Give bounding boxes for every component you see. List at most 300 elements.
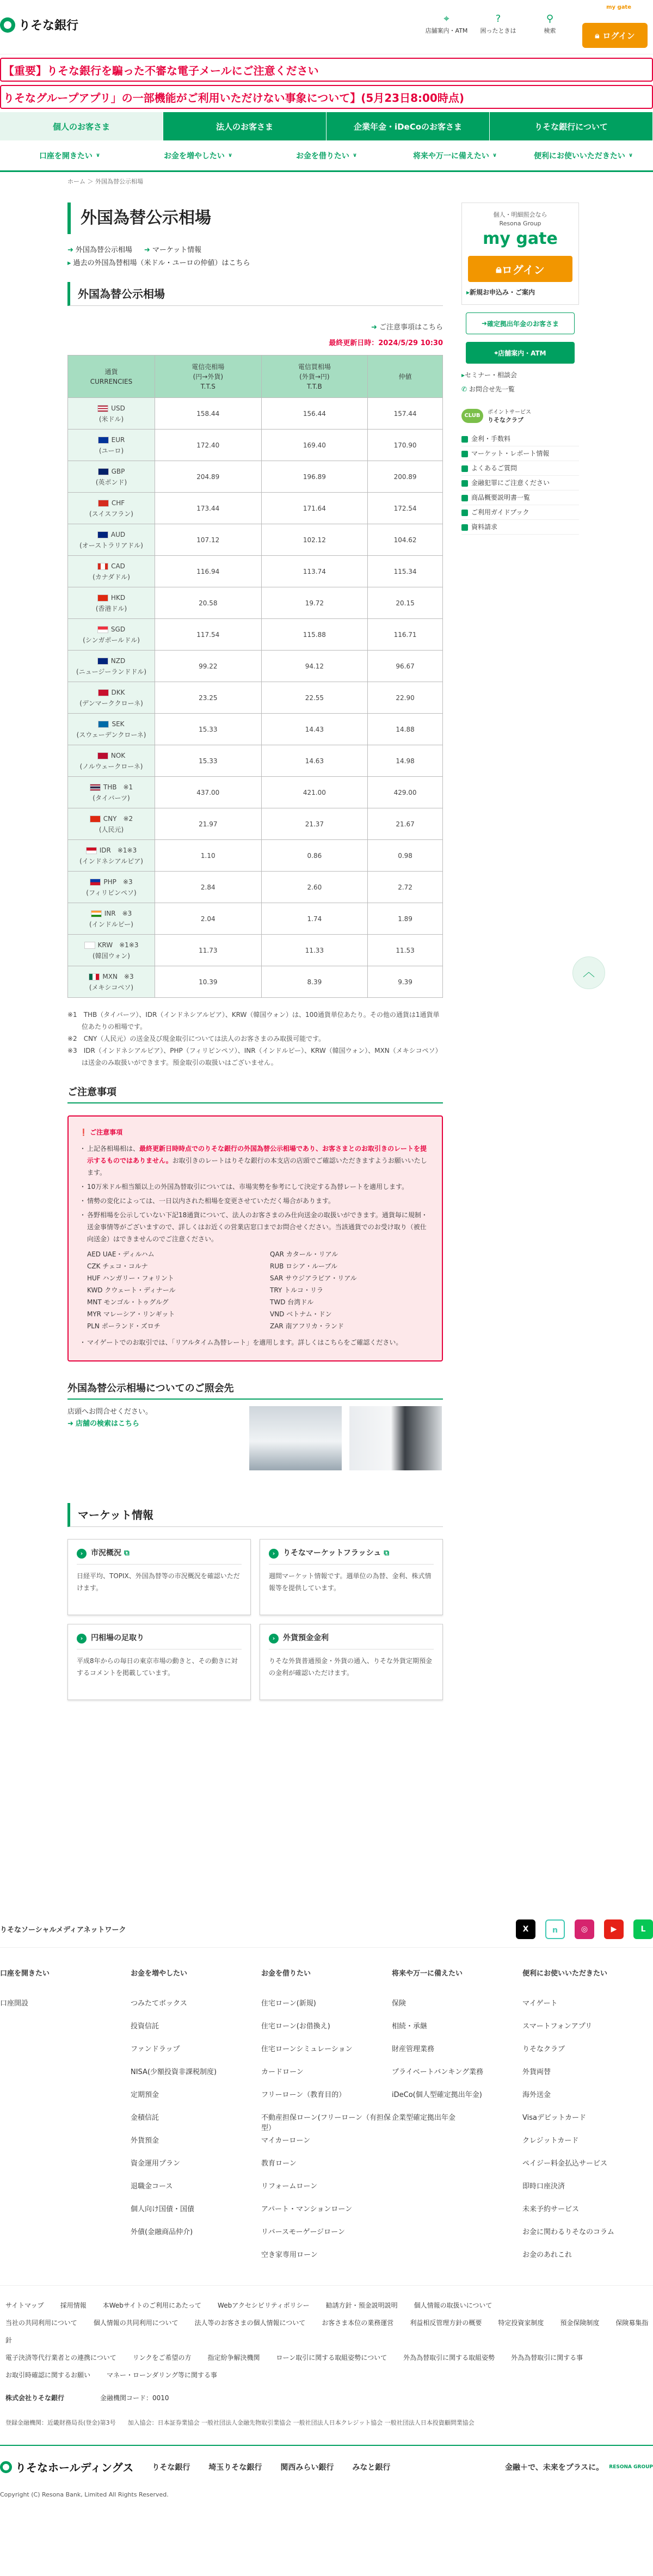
footer-link[interactable]: マイカーローン [261,2137,311,2145]
footer-column [522,1967,653,2285]
footer-policy-link[interactable]: 外為為替取引に関する事 [511,2354,583,2362]
footer-policy-link[interactable]: 利益相反管理方針の概要 [410,2319,482,2327]
footer-column-head[interactable]: 便利にお使いいただきたい [522,1970,608,1978]
company-name [5,2389,653,2407]
currency-code: IDR ※1※3 [99,846,137,854]
currency-cell [68,619,155,651]
footer-column [131,1967,261,2285]
rates-table [67,355,443,998]
currency-cell [68,777,155,808]
footer-policy-link[interactable]: Webアクセシビリティポリシー [218,2302,310,2309]
yen-icon [461,436,468,443]
footer-link[interactable]: iDeCo(個人型確定拠出年金) [392,2091,482,2099]
currency-cell [68,556,155,587]
sidebar-link-label: よくあるご質問 [471,464,518,472]
currency-cell [68,808,155,840]
ttb-cell: 21.37 [261,808,368,840]
mygate-brand: my gate [483,229,558,248]
past-rates-label: 過去の外国為替相場（米ドル・ユーロの仲値）はこちら [73,259,250,267]
footer-link[interactable]: 退職金コース [131,2182,173,2191]
nav-grow-money-label: お金を増やしたい [163,151,225,161]
login-label: ログイン [602,30,635,41]
footer-link[interactable]: 外貨両替 [522,2068,551,2076]
arrow-right-icon: ▸ [466,289,470,296]
currency-name: (カナダドル) [93,573,130,581]
tts-cell: 172.40 [155,430,262,461]
ttb-cell: 14.43 [261,714,368,745]
footer-link[interactable]: 不動産担保ローン(フリーローン（有担保型） [261,2114,391,2132]
ttb-cell: 115.88 [261,619,368,651]
alert-phishing[interactable] [0,58,653,82]
flag-cn-icon [90,815,101,823]
currency-cell [68,714,155,745]
store-atm-button[interactable] [466,342,575,364]
mid-cell: 115.34 [368,556,443,587]
resona-logo[interactable] [0,16,78,33]
currency-cell [68,587,155,619]
currency-name: (英ポンド) [95,478,127,486]
footer-link[interactable]: NISA(少額投資非課税制度) [131,2068,217,2076]
footer-link[interactable]: 住宅ローンシミュレーション [261,2045,353,2053]
footer-link[interactable]: 個人向け国債・国債 [131,2205,195,2213]
tab-corporate[interactable]: 法人のお客さま [163,112,326,140]
footer-column-head[interactable]: 将来や万一に備えたい [392,1970,463,1978]
tts-cell: 15.33 [155,714,262,745]
currency-code: CNY ※2 [103,814,133,823]
mid-cell: 172.54 [368,493,443,524]
footer-links-row-2 [5,2314,653,2349]
group-bank-resona[interactable]: りそな銀行 [152,2463,190,2472]
sidebar-link-faq[interactable] [461,461,579,476]
footer-link[interactable]: 口座開設 [0,2000,29,2008]
ttb-cell: 19.72 [261,587,368,619]
past-rates-link[interactable] [67,257,443,270]
footer-link[interactable]: 保険 [392,2000,406,2008]
footer-link[interactable]: 資金運用プラン [131,2160,181,2168]
currency-name: (インドネシアルピア) [79,857,143,865]
mid-cell: 14.88 [368,714,443,745]
instagram-icon[interactable]: ◎ [575,1919,594,1939]
footer-link[interactable]: カードローン [261,2068,304,2076]
line-icon[interactable]: L [633,1919,653,1939]
extra-currency-item: HUF ハンガリー・フォリント [87,1274,174,1282]
footer-link[interactable]: 教育ローン [261,2160,297,2168]
rate-row [68,430,443,461]
currency-name: (人民元) [98,825,124,833]
group-bank-minato[interactable]: みなと銀行 [352,2463,391,2472]
currency-cell [68,430,155,461]
currency-name: (フィリピンペソ) [86,888,137,897]
nav-open-account-label: 口座を開きたい [39,151,93,161]
col-ttb: 電信買相場 (外貨→円) T.T.B [261,355,368,398]
sidebar-link-rates[interactable] [461,432,579,446]
footer-link[interactable]: 相続・承継 [392,2022,428,2031]
tab-pension[interactable]: 企業年金・iDeCoのお客さま [326,112,490,140]
page-title: 外国為替公示相場 [67,203,443,234]
currency-cell [68,461,155,493]
store-search-link[interactable] [67,1418,242,1430]
search-link[interactable] [524,12,576,35]
ttb-cell: 2.60 [261,872,368,903]
tts-cell: 204.89 [155,461,262,493]
rates-section-title: 外国為替公示相場 [67,282,443,306]
resona-club-link[interactable] [461,407,579,424]
footer-link[interactable]: リバースモーゲージローン [261,2228,345,2236]
contact-list-label: お問合せ先一覧 [469,385,515,393]
footer-link[interactable]: お金に関わるりそなのコラム [522,2228,614,2236]
arrow-right-icon: ▸ [67,259,71,267]
footer-link[interactable]: スマートフォンアプリ [522,2022,593,2031]
footer-link[interactable]: つみたてボックス [131,2000,187,2008]
chevron-down-icon: ∨ [492,152,497,158]
extra-currency-item: RUB ロシア・ルーブル [270,1262,338,1270]
sidebar-link-label: 商品概要説明書一覧 [471,494,531,501]
footer-link[interactable]: 外貨預金 [131,2137,159,2145]
footer-policy-link[interactable]: お取引時確認に関するお願い [5,2371,91,2379]
holdings-label: りそなホールディングス [15,2461,134,2474]
mid-cell: 200.89 [368,461,443,493]
mid-cell: 104.62 [368,524,443,556]
footer-policy-link[interactable]: サイトマップ [5,2302,44,2309]
rate-row [68,777,443,808]
market-card-title [269,1547,434,1565]
registration-info: 登録金融機関：近畿財務局長(登金)第3号 加入協会：日本証券業協会 一般社団法人金融先物取引業協会 一般社団法人日本クレジット協会 一般社団法人日本投資顧問業協会 [5,2419,475,2426]
sidebar-link-market[interactable] [461,446,579,461]
nav-convenient[interactable] [519,140,648,170]
currency-code: SGD [110,625,126,633]
col-mid: 仲値 [368,355,443,398]
mid-cell: 1.89 [368,903,443,935]
sidebar-link-fraud[interactable] [461,476,579,490]
seminar-link[interactable] [461,368,579,382]
footer-policy-link[interactable]: 個人情報の取扱いについて [414,2302,492,2309]
extra-currency-item: VND ベトナム・ドン [270,1310,332,1318]
flag-se-icon [98,721,109,728]
footer-link[interactable]: 投資信託 [131,2022,159,2031]
alert-phishing-text: 【重要】りそな銀行を騙った不審な電子メールにご注意ください [3,64,319,77]
chevron-down-icon: ∨ [227,152,233,158]
footer-policy-link[interactable]: マネー・ローンダリング等に関する事 [107,2371,218,2379]
mail-icon [461,524,468,531]
mygate-caption-2: Resona Group [499,220,541,227]
sidebar [461,203,579,535]
rate-row [68,493,443,524]
arrow-right-icon: ▸ [461,371,465,379]
extra-currency-item: ZAR 南アフリカ・ランド [270,1322,344,1330]
footer-links-row-4 [5,2366,653,2384]
footer-link[interactable]: 財産管理業務 [392,2045,435,2053]
footer-column-head[interactable]: お金を増やしたい [131,1970,188,1978]
extra-currency-item: AED UAE・ディルハム [87,1250,155,1258]
extra-currency-item: QAR カタール・リアル [270,1250,338,1258]
nav-convenient-label: 便利にお使いいただきたい [533,151,625,161]
tab-personal[interactable]: 個人のお客さま [0,112,163,140]
footer-link[interactable]: クレジットカード [522,2137,579,2145]
sidebar-signup-link[interactable] [466,287,578,297]
market-card-yen[interactable] [67,1624,251,1700]
currency-code: USD [111,404,125,412]
currency-code: PHP ※3 [103,878,133,886]
note-icon[interactable]: n [545,1919,565,1939]
footer-link[interactable]: フリーローン（教育目的） [261,2091,346,2099]
footer-sitemap [0,1948,653,2285]
footer-policy-link[interactable]: ローン取引に関する取組姿勢について [276,2354,387,2362]
tts-cell: 10.39 [155,966,262,998]
breadcrumb[interactable]: ホーム ＞ 外国為替公示相場 [67,178,143,185]
group-tagline [505,2462,653,2473]
external-icon: ⧉ [384,1549,390,1557]
footer-link[interactable]: アパート・マンションローン [261,2205,353,2213]
tts-cell: 116.94 [155,556,262,587]
pension-button[interactable] [466,312,575,334]
footer-link[interactable]: お金のあれこれ [522,2251,572,2259]
nav-prepare[interactable] [391,140,519,170]
extra-currency-item: SAR サウジアラビア・リアル [270,1274,357,1282]
currency-name: (ノルウェークローネ) [79,762,143,770]
store-search-label: 店舗の検索はこちら [76,1420,140,1428]
circle-arrow-icon: › [269,1549,279,1559]
currency-name: (韓国ウォン) [93,952,130,960]
market-card-title-label: 市況概況 [91,1549,121,1557]
footer-link[interactable]: 即時口座決済 [522,2182,565,2191]
currency-name: (オーストラリアドル) [79,541,143,549]
footer-link[interactable]: 未来予約サービス [522,2205,580,2213]
rate-row [68,619,443,651]
currency-cell [68,872,155,903]
external-icon: ⧉ [124,1549,130,1557]
mid-cell: 21.67 [368,808,443,840]
currency-cell [68,493,155,524]
footer-link[interactable]: プライベートバンキング業務 [392,2068,483,2076]
rates-body [68,398,443,998]
footer-link[interactable]: 住宅ローン(お借換え) [261,2022,330,2031]
footer-link[interactable]: 金積信託 [131,2114,159,2122]
chevron-down-icon: ∨ [95,152,101,158]
tts-cell: 21.97 [155,808,262,840]
ttb-cell: 113.74 [261,556,368,587]
book-icon [461,510,468,516]
footer-link[interactable]: 海外送金 [522,2091,551,2099]
caution-item-1-pre: 上記各相場相は、 [87,1145,140,1152]
currency-cell [68,903,155,935]
currency-code: THB ※1 [103,783,133,791]
footer-policy-link[interactable]: 電子決済等代行業者との連携について [5,2354,116,2362]
market-card-title-label: 外貨預金金利 [283,1634,329,1642]
caution-title: ご注意事項 [67,1082,443,1103]
chart-icon [461,451,468,457]
mygate-label: my gate [606,4,631,10]
currency-name: (シンガポールドル) [83,636,140,644]
sidebar-link-guide[interactable] [461,505,579,520]
caution-item-3: ・ 情勢の変化によっては、一日以内された相場を変更させていただく場合があります。 [79,1195,431,1207]
counter-staff-photo [349,1406,442,1470]
anchor-market[interactable] [144,244,201,257]
footer-policy-link[interactable]: 保険募集指針 [5,2319,649,2344]
ttb-cell: 156.44 [261,398,368,430]
sidebar-login-label: ログイン [501,263,545,277]
contact-list-link[interactable] [461,382,579,396]
flag-dk-icon [98,689,109,696]
help-icon: ? [495,13,501,24]
extra-currency-item: TRY トルコ・リラ [270,1286,324,1294]
logo-text: りそな銀行 [19,19,79,33]
footer-policy-link[interactable]: 個人情報の共同利用について [93,2319,178,2327]
footer-policy-link[interactable]: 預金保険制度 [560,2319,600,2327]
sidebar-link-request[interactable] [461,520,579,535]
flag-mx-icon [89,973,100,980]
sidebar-link-products[interactable] [461,490,579,505]
mygate-box [461,203,579,305]
branch-lobby-photo [249,1406,342,1470]
caution-item-5[interactable]: ・ マイゲートでのお取引では、「リアルタイム為替レート」を適用します。詳しくはこちらをご確認ください。 [79,1336,431,1348]
market-card-title [77,1547,242,1565]
nav-borrow[interactable] [262,140,391,170]
extra-currency-item: CZK チェコ・コルナ [87,1262,148,1270]
sidebar-link-label: ご利用ガイドブック [471,508,529,516]
caution-box [67,1115,443,1361]
mid-cell: 9.39 [368,966,443,998]
footer-policy-link[interactable]: 勧誘方針・預金説明説明 [325,2302,398,2309]
tts-cell: 107.12 [155,524,262,556]
footer-policy-link[interactable]: 本Webサイトのご利用にあたって [102,2302,202,2309]
rate-row [68,556,443,587]
currency-code: CHF [111,499,125,507]
resona-club-badge: CLUB [461,409,483,423]
mid-cell: 2.72 [368,872,443,903]
currency-cell [68,745,155,777]
footer-policy-link[interactable]: 外為為替取引に関する取組姿勢 [403,2354,495,2362]
currency-code: DKK [111,688,125,696]
footer-policy-link[interactable]: 法人等のお客さまの個人情報について [194,2319,306,2327]
market-card-flash[interactable] [260,1539,443,1615]
market-card-deposit-rate[interactable] [260,1624,443,1700]
rate-row [68,903,443,935]
group-bank-kansai[interactable]: 関西みらい銀行 [280,2463,334,2472]
footer-link[interactable]: リフォームローン [261,2182,318,2191]
nav-open-account[interactable] [5,140,134,170]
footer-link[interactable]: Visaデビットカード [522,2114,587,2122]
holdings-logo[interactable] [0,2459,133,2475]
x-icon[interactable]: X [516,1919,535,1939]
flag-au-icon [97,531,108,538]
footer-link[interactable]: ファンドラップ [131,2045,180,2053]
footer-column [392,1967,522,2285]
chevron-down-icon: ∨ [352,152,358,158]
currency-code: NOK [110,751,126,759]
footer-link[interactable]: 企業型確定拠出年金 [392,2114,456,2122]
youtube-icon[interactable]: ▶ [604,1919,624,1939]
caution-box-head [79,1126,431,1138]
currency-cell [68,935,155,966]
anchor-rates[interactable] [67,244,132,257]
resona-club-text [488,407,531,424]
footer-link[interactable]: 空き家専用ローン [261,2251,318,2259]
mid-cell: 20.15 [368,587,443,619]
circle-arrow-icon: ➜ [67,246,73,254]
company-name-label: 株式会社りそな銀行 [5,2394,65,2402]
footer-policy-link[interactable]: 特定投資家制度 [498,2319,544,2327]
circle-arrow-icon: › [269,1634,279,1643]
caution-list-2 [79,1336,431,1348]
footer-policy-link[interactable]: 当社の共同利用について [5,2319,77,2327]
rate-row [68,966,443,998]
caution-item-1 [79,1143,431,1179]
tab-about[interactable]: りそな銀行について [490,112,653,140]
anchor-rates-label: 外国為替公示相場 [75,246,132,254]
footer-links-row-3 [5,2349,653,2366]
store-atm-link[interactable] [421,12,472,35]
footer-link[interactable]: 外債(金融商品仲介) [131,2228,193,2236]
footer-link[interactable]: 住宅ローン(新規) [261,2000,316,2008]
footer-link[interactable]: りそなクラブ [522,2045,565,2053]
footer-policy-link[interactable]: お客さま本位の業務運営 [322,2319,394,2327]
flag-id-icon [86,847,97,854]
market-card-title [269,1632,434,1649]
caution-item-1-post: お取引きのレートはりそな銀行の本支店の店頭でご確認いただきますようお願いいたします。 [87,1157,427,1176]
caution-list [79,1143,431,1245]
market-card-desc: 週間マーケット情報です。週単位の為替、金利、株式情報等を提供しています。 [269,1572,432,1592]
flag-nz-icon [97,658,108,665]
search-label: 検索 [544,27,556,34]
pin-icon: ⌖ [443,13,449,24]
social-label: りそなソーシャルメディアネットワーク [0,1926,126,1934]
extra-currency-item: TWD 台湾ドル [270,1298,314,1306]
global-nav [0,140,653,172]
mid-cell: 96.67 [368,651,443,682]
group-bank-saitama[interactable]: 埼玉りそな銀行 [208,2463,262,2472]
rate-row [68,745,443,777]
nav-borrow-label: お金を借りたい [295,151,349,161]
flag-kr-icon [84,942,95,949]
store-atm-label: 店舗案内・ATM [425,27,468,34]
rates-header-row [68,355,443,398]
notice-link[interactable] [67,321,443,332]
alert-app[interactable] [0,85,653,109]
footnote-2: ※2 CNY（人民元）の送金及び現金取引については法人のお客さまのみ取扱可能です。 [67,1035,325,1042]
currency-cell [68,682,155,714]
market-section [67,1503,443,1700]
currency-code: GBP [111,467,125,475]
ttb-cell: 94.12 [261,651,368,682]
rate-row [68,872,443,903]
rate-row [68,461,443,493]
tts-cell: 437.00 [155,777,262,808]
ttb-cell: 11.33 [261,935,368,966]
extra-currencies [87,1248,431,1332]
tts-cell: 99.22 [155,651,262,682]
currency-name: (デンマーククローネ) [79,699,143,707]
footnotes [67,1009,443,1069]
help-link[interactable] [472,12,524,35]
footer-link[interactable]: マイゲート [522,2000,558,2008]
back-to-top-button[interactable]: ︿ [572,956,605,989]
market-card-overview[interactable] [67,1539,251,1615]
tts-cell: 2.04 [155,903,262,935]
footer-policy-link[interactable]: 指定紛争解決機関 [207,2354,260,2362]
footer-policy-link[interactable]: 採用情報 [60,2302,87,2309]
mid-cell: 116.71 [368,619,443,651]
footnote-3: ※3 IDR（インドネシアルピア）、PHP（フィリピンペソ）、INR（インドルピー）、KRW（韓国ウォン）、MXN（メキシコペソ）は送金のみ取扱いができます。預金取引の取扱いはございません。 [67,1047,442,1066]
footer-column-head[interactable]: 口座を開きたい [0,1970,50,1978]
login-button[interactable] [582,23,648,48]
nav-grow-money[interactable] [134,140,262,170]
footer-link[interactable]: 定期預金 [131,2091,159,2099]
footer-policy-link[interactable]: リンクをご希望の方 [132,2354,192,2362]
footer-column-head[interactable]: お金を借りたい [261,1970,311,1978]
sidebar-login-button[interactable] [468,256,572,282]
footer-link[interactable]: ペイジー料金払込サービス [522,2160,608,2168]
footer-column [0,1967,131,2285]
